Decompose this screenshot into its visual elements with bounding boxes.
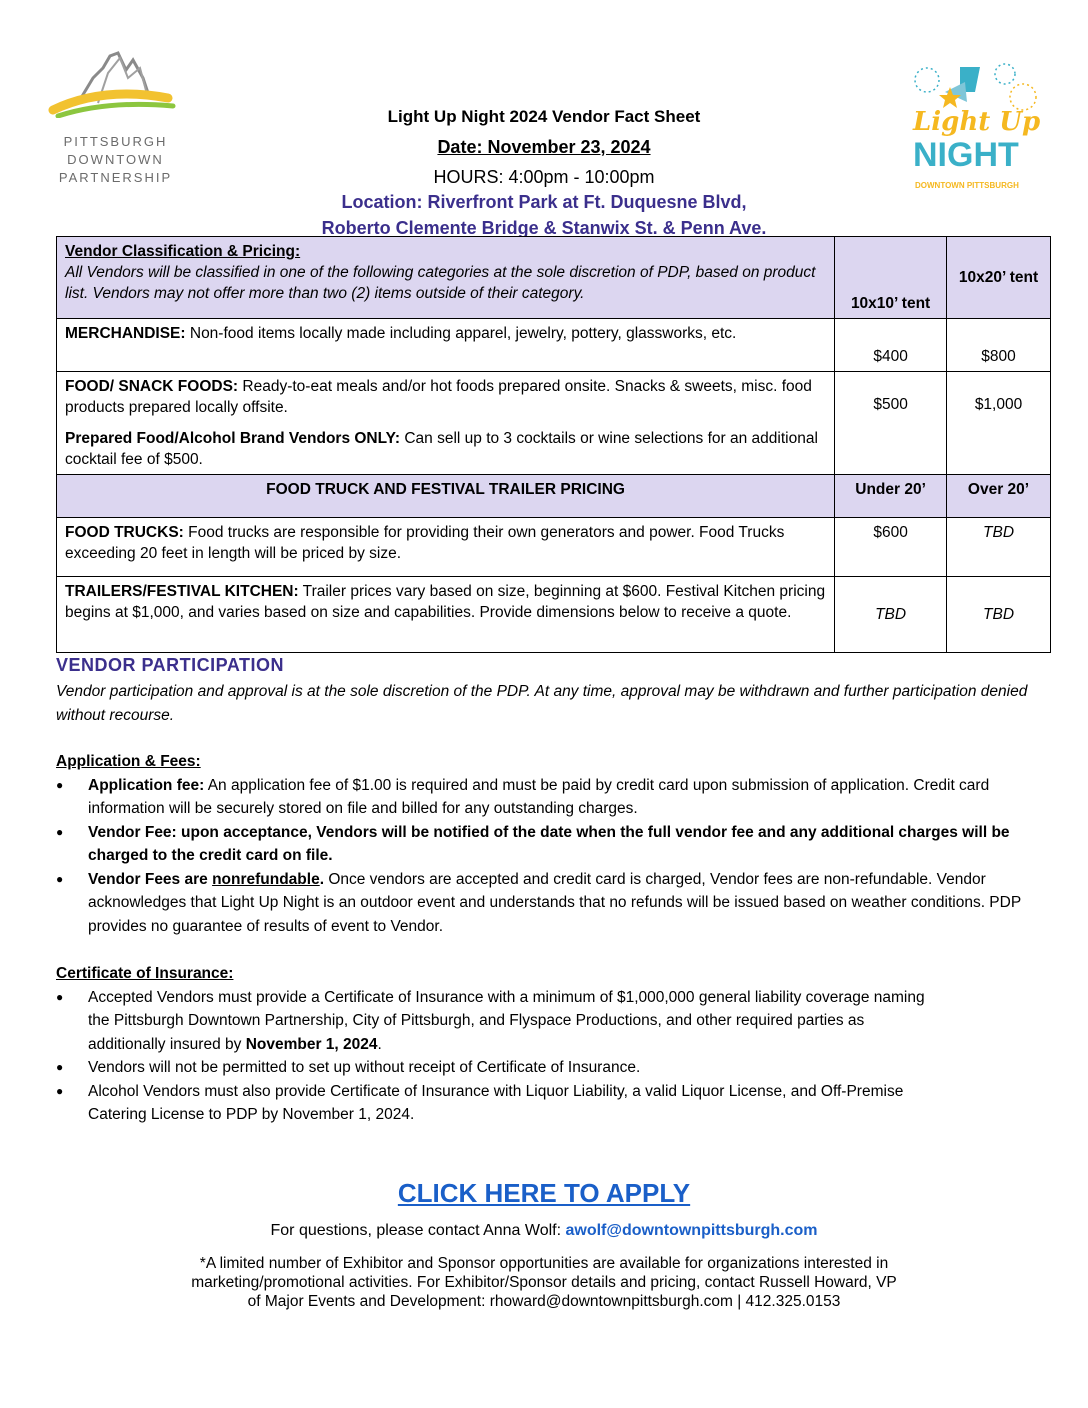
lun-logo-text-3: DOWNTOWN PITTSBURGH xyxy=(915,181,1019,190)
list-item xyxy=(56,1080,936,1127)
pdp-logo-word-3: PARTNERSHIP xyxy=(58,170,173,185)
truck-col-over: Over 20’ xyxy=(947,475,1051,518)
footnote-line-1: *A limited number of Exhibitor and Sponsor opportunities are available for organizations interested in xyxy=(199,1255,889,1272)
event-location xyxy=(0,189,1088,241)
trucks-price-1: $600 xyxy=(835,518,947,577)
fee3-label xyxy=(88,871,324,888)
col-10x20: 10x20’ tent xyxy=(947,237,1051,319)
coi1-bold: November 1, 2024 xyxy=(245,1035,378,1053)
event-hours: HOURS: 4:00pm - 10:00pm xyxy=(433,167,655,187)
footnote-line-3: of Major Events and Development: rhoward@downtownpittsburgh.com | 412.325.0153 xyxy=(247,1293,841,1310)
table-row xyxy=(57,577,1051,653)
truck-section-row xyxy=(57,475,1051,518)
coi-heading: Certificate of Insurance: xyxy=(56,965,234,982)
classification-desc: All Vendors will be classified in one of the following categories at the sole discretion of PDP, based on product list. Vendors may not offer more than two (2) items outside of their category. xyxy=(65,264,816,302)
truck-col-under: Under 20’ xyxy=(835,475,947,518)
lun-logo-text-2: NIGHT xyxy=(913,136,1019,174)
lun-logo-text-1: Light Up xyxy=(913,107,1040,137)
footnote-line-2: marketing/promotional activities. For Exhibitor/Sponsor details and pricing, contact Russell Howard, VP xyxy=(191,1274,897,1291)
coi2-text: Vendors will not be permitted to set up without receipt of Certificate of Insurance. xyxy=(88,1059,641,1076)
food-price-1: $500 xyxy=(835,372,947,475)
merch-price-1: $400 xyxy=(835,319,947,372)
participation-heading: VENDOR PARTICIPATION xyxy=(56,655,285,675)
pdp-logo-word-1: PITTSBURGH xyxy=(63,134,168,149)
coi1-text: Accepted Vendors must provide a Certificate of Insurance with a minimum of $1,000,000 general liability coverage naming the Pittsburgh Downtown Partnership, City of Pittsburgh, and Flyspace Productions, and other required parties as additionally insured by xyxy=(88,988,925,1053)
coi3-text: Alcohol Vendors must also provide Certificate of Insurance with Liquor Liability, a valid Liquor License, and Off-Premise Catering License to PDP by November 1, 2024. xyxy=(88,1082,904,1123)
trailers-price-1: TBD xyxy=(835,577,947,653)
table-row xyxy=(57,518,1051,577)
fees-list xyxy=(56,774,1046,939)
fee3-label-b: nonrefundable xyxy=(212,870,320,888)
list-item xyxy=(56,821,1046,868)
contact-line xyxy=(0,1222,1088,1240)
contact-email-link[interactable]: awolf@downtownpittsburgh.com xyxy=(565,1222,818,1239)
fee3-label-a: Vendor Fees are xyxy=(88,870,213,888)
trailers-text: Trailer prices vary based on size, beginning at $600. Festival Kitchen pricing begins at $1,000, and varies based on size and capabilities. Provide dimensions below to receive a quote. xyxy=(65,583,826,621)
event-date: Date: November 23, 2024 xyxy=(437,137,651,157)
prepared-text: Can sell up to 3 cocktails or wine selections for an additional cocktail fee of $500. xyxy=(65,430,818,468)
fee1-label: Application fee: xyxy=(88,776,205,794)
table-row xyxy=(57,372,1051,475)
truck-section-title: FOOD TRUCK AND FESTIVAL TRAILER PRICING xyxy=(57,475,835,518)
contact-text: For questions, please contact Anna Wolf: xyxy=(270,1222,566,1239)
location-line-2: Roberto Clemente Bridge & Stanwix St. & Penn Ave. xyxy=(321,218,767,238)
sponsor-footnote xyxy=(0,1254,1088,1311)
list-item xyxy=(56,868,1046,939)
list-item xyxy=(56,1056,936,1080)
trailers-label: TRAILERS/FESTIVAL KITCHEN: xyxy=(65,583,299,600)
fees-heading: Application & Fees: xyxy=(56,753,201,770)
classification-title: Vendor Classification & Pricing: xyxy=(65,243,301,260)
trucks-text: Food trucks are responsible for providing their own generators and power. Food Trucks exceeding 20 feet in length will be priced by size. xyxy=(65,524,785,562)
location-line-1: Location: Riverfront Park at Ft. Duquesne Blvd, xyxy=(341,192,747,212)
apply-link[interactable]: CLICK HERE TO APPLY xyxy=(397,1178,691,1208)
trailers-price-2: TBD xyxy=(947,577,1051,653)
page-title: Light Up Night 2024 Vendor Fact Sheet xyxy=(387,107,701,126)
pricing-header-row xyxy=(57,237,1051,319)
coi-section xyxy=(56,962,936,1127)
pricing-table xyxy=(56,236,1051,653)
fee2-text: Vendor Fee: upon acceptance, Vendors will be notified of the date when the full vendor fee and any additional charges will be charged to the credit card on file. xyxy=(88,823,1010,864)
merch-price-2: $800 xyxy=(947,319,1051,372)
trucks-label: FOOD TRUCKS: xyxy=(65,524,184,541)
fees-section xyxy=(56,750,1046,938)
fee3-label-c: . xyxy=(319,870,325,888)
food-text: Ready-to-eat meals and/or hot foods prepared onsite. Snacks & sweets, misc. food products prepared locally offsite. xyxy=(65,378,812,416)
col-10x10: 10x10’ tent xyxy=(835,237,947,319)
prepared-label: Prepared Food/Alcohol Brand Vendors ONLY: xyxy=(65,430,401,447)
trailers-desc xyxy=(57,577,835,653)
list-item xyxy=(56,774,1046,821)
merch-desc xyxy=(57,319,835,372)
merch-text: Non-food items locally made including apparel, jewelry, pottery, glassworks, etc. xyxy=(185,325,737,342)
food-price-2: $1,000 xyxy=(947,372,1051,475)
pdp-logo-word-2: DOWNTOWN xyxy=(67,152,164,167)
classification-cell xyxy=(57,237,835,319)
trucks-desc xyxy=(57,518,835,577)
fee3-text: Once vendors are accepted and credit card is charged, Vendor fees are non-refundable. Vendor acknowledges that Light Up Night is an outdoor event and understands that no refunds will be issued based on weather conditions. PDP provides no guarantee of results of event to Vendor. xyxy=(88,870,1021,935)
coi-list xyxy=(56,986,936,1127)
list-item xyxy=(56,986,936,1057)
coi1-end: . xyxy=(377,1035,382,1053)
participation-intro: Vendor participation and approval is at the sole discretion of the PDP. At any time, approval may be withdrawn and further participation denied without recourse. xyxy=(56,683,1028,724)
food-desc xyxy=(57,372,835,475)
food-label: FOOD/ SNACK FOODS: xyxy=(65,378,239,395)
table-row xyxy=(57,319,1051,372)
fee1-text: An application fee of $1.00 is required and must be paid by credit card upon submission of application. Credit card information will be securely stored on file and billed for any outstanding charges. xyxy=(88,776,990,817)
merch-label: MERCHANDISE: xyxy=(65,325,186,342)
trucks-price-2: TBD xyxy=(947,518,1051,577)
